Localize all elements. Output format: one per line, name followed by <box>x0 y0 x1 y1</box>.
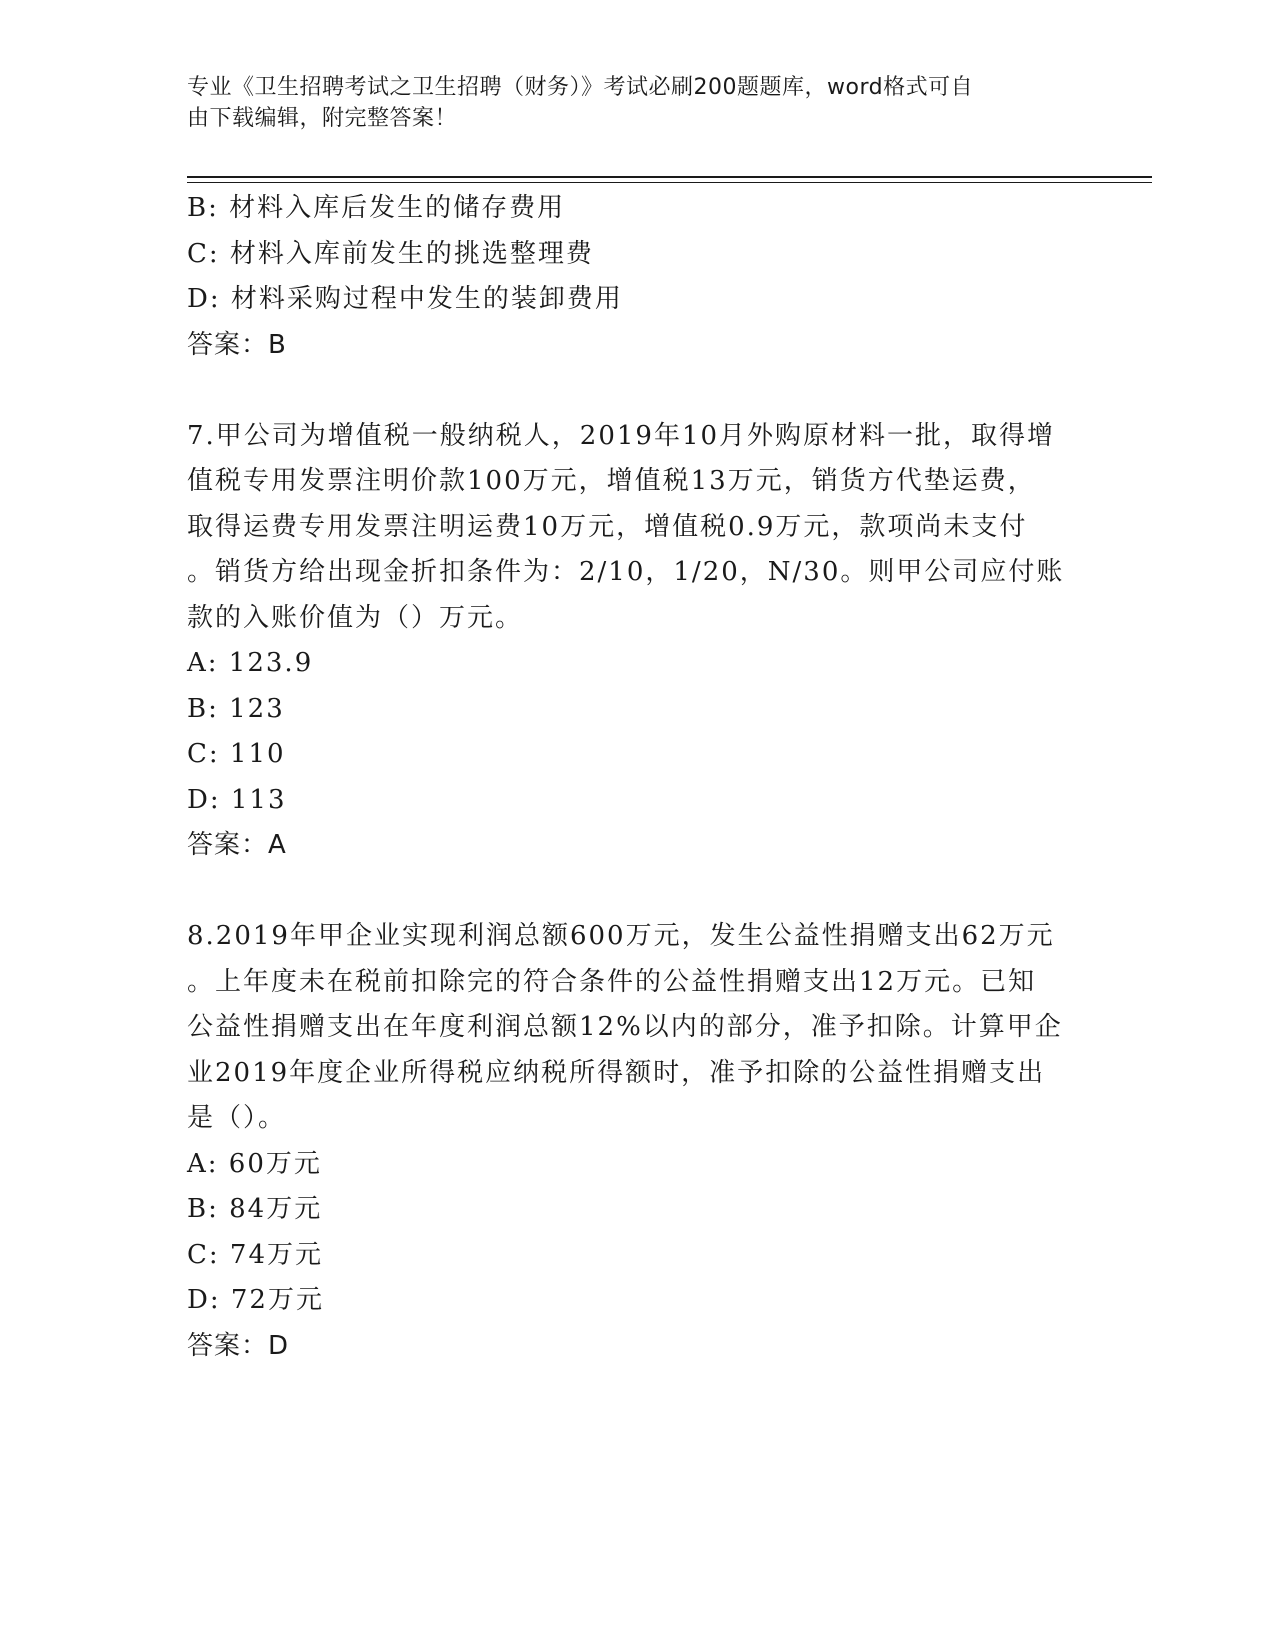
document-body <box>187 186 1087 1369</box>
question-text-line: 值税专用发票注明价款100万元，增值税13万元，销货方代垫运费， <box>187 466 1036 496</box>
question-8 <box>187 914 1087 1369</box>
question-7 <box>187 414 1087 869</box>
option-d: D: 材料采购过程中发生的装卸费用 <box>187 284 623 314</box>
option-b: B: 材料入库后发生的储存费用 <box>187 193 566 223</box>
question-text-line: 。上年度未在税前扣除完的符合条件的公益性捐赠支出12万元。已知 <box>187 966 1037 997</box>
question-6-remainder <box>187 186 1087 368</box>
question-text-line: 。销货方给出现金折扣条件为：2/10，1/20，N/30。则甲公司应付账 <box>187 557 1065 587</box>
question-spacer <box>187 368 1087 414</box>
question-text-line: 取得运费专用发票注明运费10万元，增值税0.9万元，款项尚未支付 <box>187 511 1028 542</box>
answer-line: 答案：B <box>187 329 287 360</box>
answer-line: 答案：A <box>187 830 287 860</box>
document-header <box>187 72 1067 134</box>
header-line-2: 由下载编辑，附完整答案！ <box>187 106 458 131</box>
option-a: A: 123.9 <box>187 648 314 678</box>
option-d: D: 113 <box>187 784 287 815</box>
question-text-line: 7.甲公司为增值税一般纳税人，2019年10月外购原材料一批，取得增 <box>187 420 1056 451</box>
question-text-line: 是（）。 <box>187 1103 287 1133</box>
header-divider-thick <box>187 176 1152 178</box>
answer-line: 答案：D <box>187 1330 290 1361</box>
option-b: B: 123 <box>187 693 285 724</box>
question-spacer <box>187 869 1087 915</box>
option-c: C: 材料入库前发生的挑选整理费 <box>187 238 594 269</box>
question-text-line: 业2019年度企业所得税应纳税所得额时，准予扣除的公益性捐赠支出 <box>187 1057 1046 1088</box>
question-text-line: 公益性捐赠支出在年度利润总额12%以内的部分，准予扣除。计算甲企 <box>187 1012 1063 1042</box>
header-line-1: 专业《卫生招聘考试之卫生招聘（财务）》考试必刷200题题库，word格式可自 <box>187 75 974 100</box>
option-d: D: 72万元 <box>187 1285 324 1315</box>
option-b: B: 84万元 <box>187 1194 323 1224</box>
question-text-line: 8.2019年甲企业实现利润总额600万元，发生公益性捐赠支出62万元 <box>187 921 1055 951</box>
option-c: C: 74万元 <box>187 1239 324 1270</box>
question-text-line: 款的入账价值为（）万元。 <box>187 602 524 633</box>
header-divider-thin <box>187 182 1152 183</box>
option-a: A: 60万元 <box>187 1148 322 1179</box>
option-c: C: 110 <box>187 739 286 769</box>
